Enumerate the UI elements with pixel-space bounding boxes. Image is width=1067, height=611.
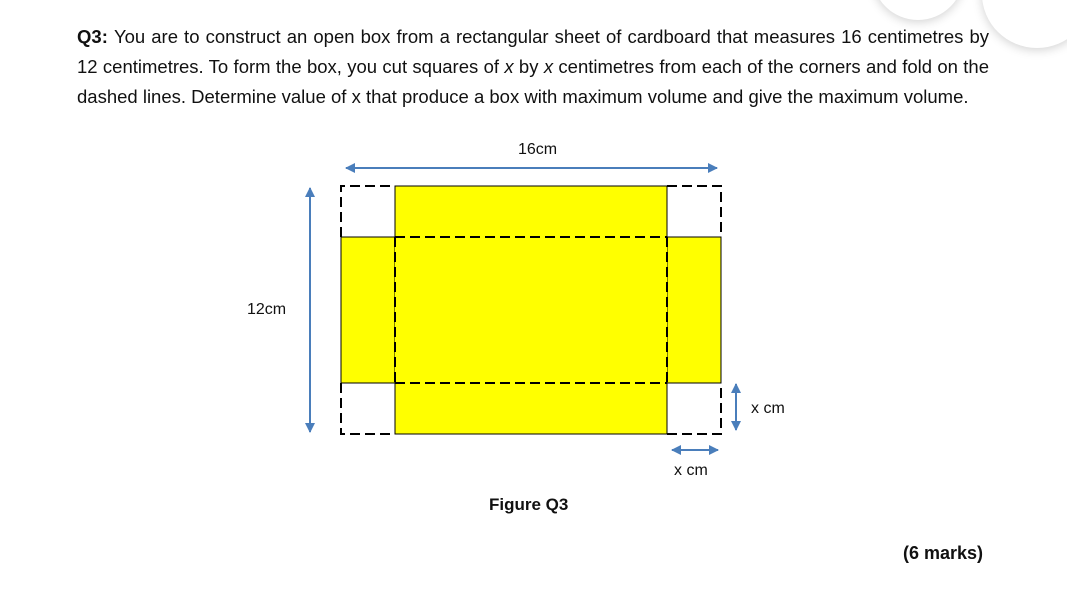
sheet-right-flap	[667, 237, 721, 383]
x-cm-label-right: x cm	[751, 400, 785, 417]
width-label: 16cm	[518, 141, 558, 158]
corner-cut-top-right	[667, 186, 721, 237]
x-cm-label-bottom: x cm	[674, 462, 708, 479]
corner-cut-bottom-left	[341, 383, 395, 434]
question-label: Q3	[77, 26, 102, 47]
sheet-left-flap	[341, 237, 395, 383]
figure-caption: Figure Q3	[489, 495, 569, 514]
corner-cut-bottom-right	[667, 383, 721, 434]
height-label: 12cm	[247, 301, 287, 318]
marks-label: (6 marks)	[903, 543, 984, 563]
box-base-region	[395, 237, 667, 383]
question-part-1: You are to construct an open box from a rectangular sheet of cardboard that measures 16 centimetres by 12 centimetres. To form the box, you cut squares of	[77, 26, 989, 77]
question-part-2: by	[513, 56, 544, 77]
question-text: Q3: You are to construct an open box from a rectangular sheet of cardboard that measures 16 centimetres by 12 centimetres. To form the box, you cut squares of x by x centimetres from each of the corners and fold on the dashed lines. Determine value of x that produce a box with maximum volume and give the maximum volume.	[77, 26, 989, 107]
variable-x-2: x	[543, 56, 554, 77]
corner-cut-top-left	[341, 186, 395, 237]
variable-x-1: x	[504, 56, 514, 77]
question-part-3: centimetres from each of the corners and fold on the dashed lines. Determine value of x that produce a box with maximum volume and give the maximum volume.	[77, 56, 989, 107]
